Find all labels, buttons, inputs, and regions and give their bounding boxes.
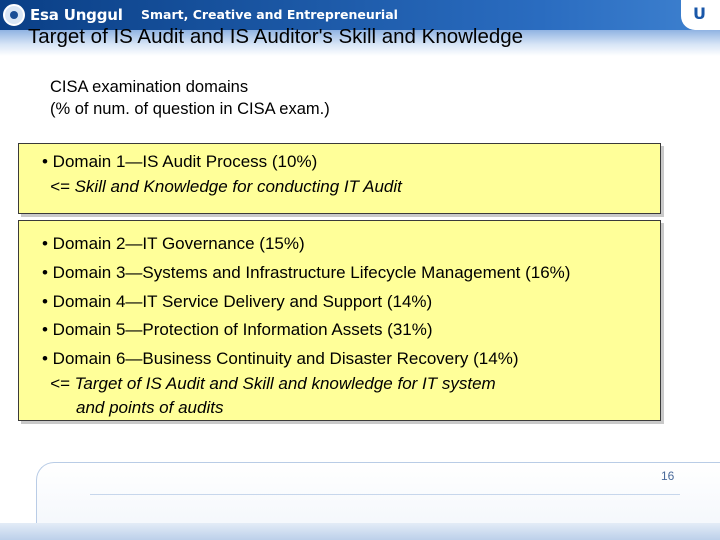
footer-band <box>0 523 720 540</box>
corner-letter: U <box>693 4 706 23</box>
page-number: 16 <box>661 469 675 483</box>
domain-3-item: • Domain 3—Systems and Infrastructure Lifecycle Management (16%) <box>42 263 571 282</box>
domains-2-6-note-line-2: and points of audits <box>76 398 224 417</box>
footer-divider <box>90 494 680 495</box>
tagline: Smart, Creative and Entrepreneurial <box>141 7 398 22</box>
domain-6-item: • Domain 6—Business Continuity and Disaster Recovery (14%) <box>42 349 519 368</box>
university-logo-icon <box>3 4 25 26</box>
logo-text: Esa Unggul <box>30 6 123 24</box>
subtitle-line-1: CISA examination domains <box>50 78 249 96</box>
slide-title: Target of IS Audit and IS Auditor's Skill and Knowledge <box>28 25 524 48</box>
domains-2-6-note-line-1: <= Target of IS Audit and Skill and knowledge for IT system <box>50 374 496 393</box>
domain-2-item: • Domain 2—IT Governance (15%) <box>42 234 305 253</box>
domain-4-item: • Domain 4—IT Service Delivery and Support (14%) <box>42 292 433 311</box>
domain-1-note: <= Skill and Knowledge for conducting IT Audit <box>50 177 402 196</box>
domain-5-item: • Domain 5—Protection of Information Assets (31%) <box>42 320 433 339</box>
domain-1-item: • Domain 1—IS Audit Process (10%) <box>42 152 318 171</box>
subtitle <box>50 76 330 120</box>
subtitle-line-2: (% of num. of question in CISA exam.) <box>50 100 330 118</box>
